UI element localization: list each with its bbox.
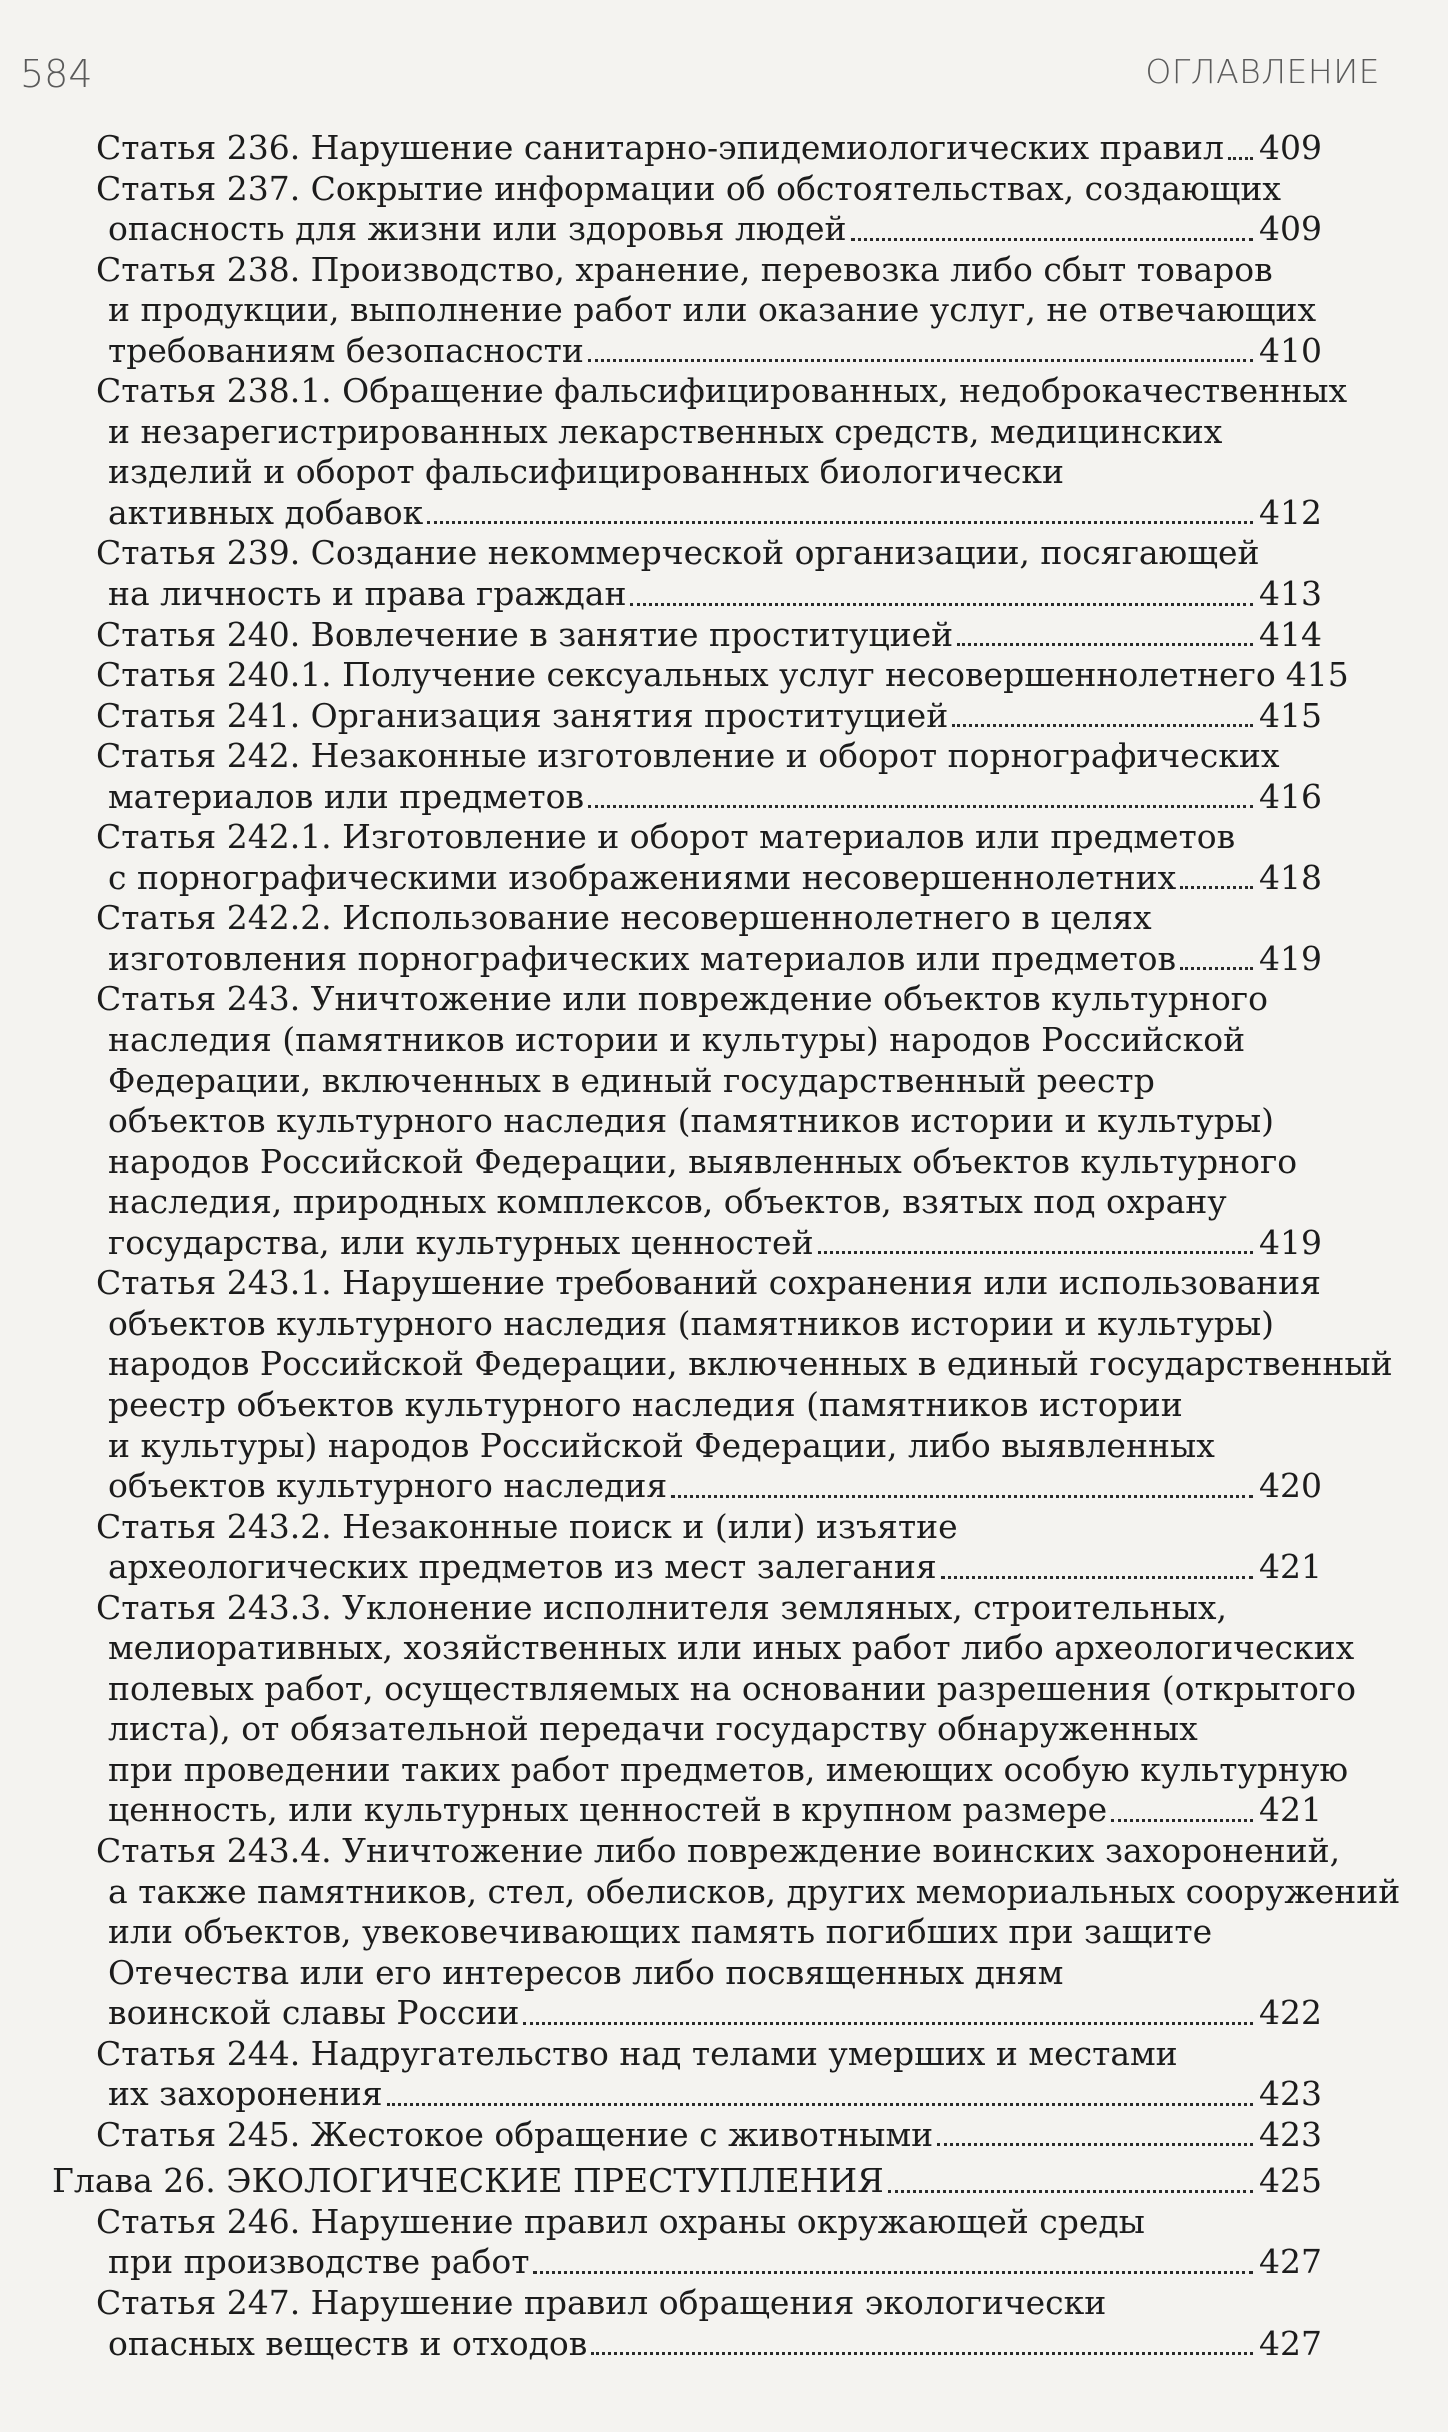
toc-entry-line (108, 493, 1322, 534)
dot-leader (952, 719, 1253, 727)
toc-entry-title: материалов или предметов (108, 776, 585, 816)
dot-leader (588, 354, 1253, 362)
toc-entry-title: Статья 240. Вовлечение в занятие проституцией (96, 614, 954, 654)
dot-leader (387, 2098, 1253, 2106)
toc-article-entry[interactable] (0, 2115, 1448, 2156)
dot-leader (957, 638, 1253, 646)
dot-leader (941, 1571, 1253, 1579)
toc-entry-line (108, 1993, 1322, 2034)
toc-page-number: 422 (1259, 1993, 1322, 2033)
toc-entry-title: Глава 26. ЭКОЛОГИЧЕСКИЕ ПРЕСТУПЛЕНИЯ (52, 2161, 884, 2201)
toc-entry-line: Отечества или его интересов либо посвященных дням (108, 1952, 1064, 1992)
toc-entry-title: Статья 241. Организация занятия проституцией (96, 695, 949, 735)
toc-page-number: 409 (1259, 209, 1322, 249)
toc-entry-line: Статья 247. Нарушение правил обращения экологически (96, 2282, 1107, 2322)
toc-page-number: 414 (1259, 614, 1322, 654)
toc-entry-title: ценность, или культурных ценностей в крупном размере (108, 1790, 1108, 1830)
toc-article-entry[interactable] (0, 2202, 1448, 2283)
toc-entry-line (96, 2115, 1322, 2156)
toc-entry-line: и культуры) народов Российской Федерации, либо выявленных (108, 1425, 1215, 1465)
toc-entry-line (108, 858, 1322, 899)
toc-entry-title: Статья 245. Жестокое обращение с животными (96, 2114, 934, 2154)
toc-entry-title: на личность и права граждан (108, 574, 627, 614)
toc-entry-line: объектов культурного наследия (памятников истории и культуры) (108, 1101, 1275, 1141)
toc-article-entry[interactable] (0, 817, 1448, 898)
toc-article-entry[interactable] (0, 2034, 1448, 2115)
toc-page-number: 413 (1259, 574, 1322, 614)
toc-entry-line: Статья 237. Сокрытие информации об обстоятельствах, создающих (96, 168, 1281, 208)
toc-entry-line (108, 209, 1322, 250)
dot-leader (671, 1490, 1253, 1498)
dot-leader (818, 1246, 1253, 1254)
toc-entry-title: при производстве работ (108, 2242, 530, 2282)
page-number: 584 (20, 52, 93, 96)
toc-article-entry[interactable] (0, 533, 1448, 614)
toc-entry-title: с порнографическими изображениями несовершеннолетних (108, 857, 1177, 897)
toc-entry-line: Статья 242. Незаконные изготовление и оборот порнографических (96, 736, 1280, 776)
toc-page-number: 420 (1259, 1466, 1322, 1506)
toc-article-entry[interactable] (0, 1507, 1448, 1588)
dot-leader (1228, 152, 1253, 160)
toc-entry-line: Статья 242.2. Использование несовершеннолетнего в целях (96, 898, 1152, 938)
toc-entry-title: их захоронения (108, 2074, 383, 2114)
dot-leader (937, 2138, 1253, 2146)
toc-entry-line (96, 696, 1322, 737)
toc-entry-title: воинской славы России (108, 1993, 520, 2033)
toc-article-entry[interactable] (0, 655, 1448, 696)
toc-article-entry[interactable] (0, 128, 1448, 169)
toc-page-number: 415 (1259, 695, 1322, 735)
toc-entry-line: при проведении таких работ предметов, имеющих особую культурную (108, 1749, 1349, 1789)
toc-entry-line (108, 1223, 1322, 1264)
toc-article-entry[interactable] (0, 1831, 1448, 2034)
dot-leader (1180, 881, 1253, 889)
toc-entry-title: опасных веществ и отходов (108, 2323, 588, 2363)
toc-entry-line: и продукции, выполнение работ или оказание услуг, не отвечающих (108, 290, 1317, 330)
toc-page-number: 409 (1259, 128, 1322, 167)
toc-entry-line: Статья 243.1. Нарушение требований сохранения или использования (96, 1263, 1321, 1303)
toc-entry-title: Статья 236. Нарушение санитарно-эпидемиологических правил (96, 128, 1224, 167)
toc-page-number: 416 (1259, 776, 1322, 816)
toc-entry-line (108, 574, 1322, 615)
toc-entry-title: требованиям безопасности (108, 330, 584, 370)
toc-entry-line (108, 2324, 1322, 2365)
toc-entry-line (108, 1466, 1322, 1507)
toc-entry-line: полевых работ, осуществляемых на основании разрешения (открытого (108, 1668, 1357, 1708)
toc-entry-line: Статья 243. Уничтожение или повреждение объектов культурного (96, 979, 1268, 1019)
toc-entry-line: мелиоративных, хозяйственных или иных работ либо археологических (108, 1628, 1355, 1668)
toc-entry-line: изделий и оборот фальсифицированных биологически (108, 452, 1064, 492)
toc-article-entry[interactable] (0, 250, 1448, 372)
dot-leader (588, 800, 1253, 808)
toc-entry-line: Статья 243.2. Незаконные поиск и (или) изъятие (96, 1506, 958, 1546)
toc-entry-line: листа), от обязательной передачи государству обнаруженных (108, 1709, 1198, 1749)
toc-entry-line (96, 655, 1349, 696)
toc-entry-line: или объектов, увековечивающих память погибших при защите (108, 1912, 1213, 1952)
toc-page-number: 423 (1259, 2114, 1322, 2154)
table-of-contents (0, 128, 1448, 2364)
dot-leader (851, 233, 1253, 241)
running-title: ОГЛАВЛЕНИЕ (1145, 52, 1380, 91)
page-header (20, 52, 1380, 100)
toc-article-entry[interactable] (0, 696, 1448, 737)
toc-entry-title: изготовления порнографических материалов или предметов (108, 938, 1177, 978)
toc-entry-line (96, 615, 1322, 656)
toc-article-entry[interactable] (0, 979, 1448, 1263)
toc-article-entry[interactable] (0, 736, 1448, 817)
toc-entry-line (108, 939, 1322, 980)
toc-entry-line: Статья 246. Нарушение правил охраны окружающей среды (96, 2201, 1145, 2241)
toc-article-entry[interactable] (0, 1263, 1448, 1506)
dot-leader (1180, 962, 1253, 970)
toc-page-number: 427 (1259, 2323, 1322, 2363)
toc-page-number: 425 (1259, 2161, 1322, 2201)
toc-entry-line: наследия, природных комплексов, объектов, взятых под охрану (108, 1182, 1227, 1222)
toc-entry-line: наследия (памятников истории и культуры) народов Российской (108, 1020, 1246, 1060)
toc-page-number: 415 (1285, 655, 1349, 695)
toc-entry-line: Статья 243.4. Уничтожение либо повреждение воинских захоронений, (96, 1830, 1341, 1870)
toc-page-number: 427 (1259, 2242, 1322, 2282)
toc-entry-title: государства, или культурных ценностей (108, 1222, 814, 1262)
toc-page-number: 412 (1259, 492, 1322, 532)
toc-entry-line (96, 128, 1322, 169)
toc-entry-line: и незарегистрированных лекарственных средств, медицинских (108, 411, 1223, 451)
toc-entry-line: Статья 238.1. Обращение фальсифицированных, недоброкачественных (96, 371, 1348, 411)
toc-entry-line (108, 2074, 1322, 2115)
dot-leader (533, 2266, 1253, 2274)
toc-entry-line: народов Российской Федерации, включенных в единый государственный (108, 1344, 1393, 1384)
toc-entry-title: археологических предметов из мест залегания (108, 1547, 937, 1587)
dot-leader (1111, 1814, 1253, 1822)
toc-entry-line: Статья 238. Производство, хранение, перевозка либо сбыт товаров (96, 249, 1273, 289)
dot-leader (591, 2347, 1253, 2355)
dot-leader (888, 2185, 1253, 2193)
dot-leader (427, 516, 1253, 524)
toc-article-entry[interactable] (0, 169, 1448, 250)
toc-entry-line (108, 331, 1322, 372)
toc-entry-line: Статья 242.1. Изготовление и оборот материалов или предметов (96, 817, 1236, 857)
toc-entry-line: Федерации, включенных в единый государственный реестр (108, 1060, 1155, 1100)
toc-entry-line: Статья 244. Надругательство над телами умерших и местами (96, 2033, 1178, 2073)
toc-entry-line: Статья 243.3. Уклонение исполнителя земляных, строительных, (96, 1587, 1227, 1627)
toc-article-entry[interactable] (0, 2283, 1448, 2364)
toc-entry-line: реестр объектов культурного наследия (памятников истории (108, 1384, 1183, 1424)
toc-page-number: 410 (1259, 330, 1322, 370)
toc-article-entry[interactable] (0, 371, 1448, 533)
toc-entry-line: а также памятников, стел, обелисков, других мемориальных сооружений (108, 1871, 1401, 1911)
toc-page-number: 419 (1259, 1222, 1322, 1262)
toc-entry-line (108, 777, 1322, 818)
toc-page-number: 418 (1259, 857, 1322, 897)
toc-page-number: 419 (1259, 938, 1322, 978)
toc-entry-line (108, 1790, 1322, 1831)
toc-page-number: 421 (1259, 1790, 1322, 1830)
toc-article-entry[interactable] (0, 898, 1448, 979)
toc-entry-title: Статья 240.1. Получение сексуальных услуг несовершеннолетнего (96, 655, 1276, 695)
toc-entry-line (108, 1547, 1322, 1588)
toc-entry-line: объектов культурного наследия (памятников истории и культуры) (108, 1303, 1275, 1343)
toc-entry-title: опасность для жизни или здоровья людей (108, 209, 847, 249)
toc-article-entry[interactable] (0, 1588, 1448, 1831)
dot-leader (630, 598, 1253, 606)
toc-chapter-entry[interactable] (0, 2161, 1448, 2202)
toc-entry-line: народов Российской Федерации, выявленных объектов культурного (108, 1141, 1298, 1181)
toc-entry-line (52, 2161, 1322, 2202)
dot-leader (523, 2017, 1253, 2025)
toc-entry-title: объектов культурного наследия (108, 1466, 668, 1506)
toc-article-entry[interactable] (0, 615, 1448, 656)
toc-page-number: 421 (1259, 1547, 1322, 1587)
toc-page-number: 423 (1259, 2074, 1322, 2114)
toc-entry-title: активных добавок (108, 492, 424, 532)
toc-entry-line: Статья 239. Создание некоммерческой организации, посягающей (96, 533, 1260, 573)
toc-entry-line (108, 2242, 1322, 2283)
